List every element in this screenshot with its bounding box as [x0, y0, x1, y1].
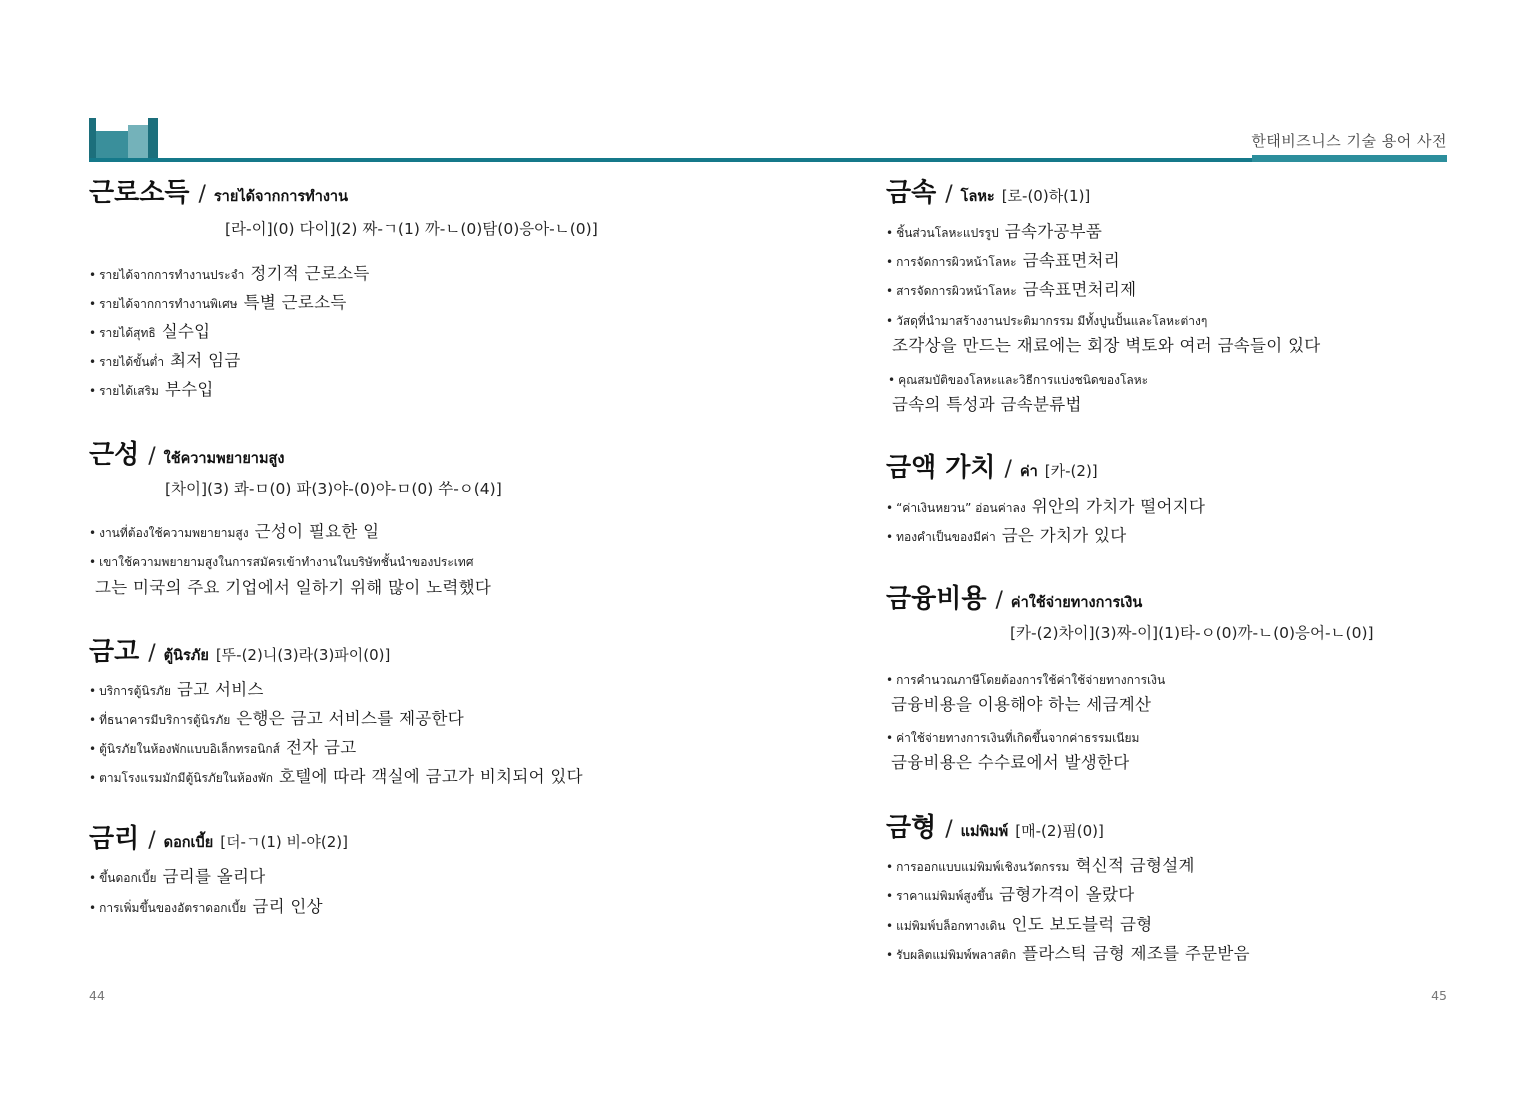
pronunciation: [매-(2)핌(0)]	[1015, 822, 1104, 840]
example-thai: • คุณสมบัติของโลหะและวิธีการแบ่งชนิดของโลหะ	[898, 373, 1149, 387]
headword-korean: 금형	[886, 813, 937, 843]
example-korean: 최저 임금	[170, 351, 241, 370]
headword-korean: 근성	[89, 440, 140, 470]
example-korean: 금속의 특성과 금속분류법	[892, 395, 1082, 414]
example-item	[89, 766, 583, 788]
headword-korean: 근로소득	[89, 178, 190, 208]
headword-korean: 금융비용	[886, 584, 987, 614]
headword-thai: ค่า	[1019, 464, 1038, 480]
headword-separator: /	[198, 182, 206, 207]
example-korean: 혁신적 금형설계	[1075, 856, 1195, 875]
pronunciation: [라-이](0) 다이](2) 짜-ㄱ(1) 까-ㄴ(0)탐(0)응아-ㄴ(0)]	[225, 220, 598, 238]
logo-bar	[96, 131, 128, 160]
page-number-right: 45	[1431, 988, 1447, 1003]
example-korean: 플라스틱 금형 제조를 주문받음	[1022, 944, 1250, 963]
example-item	[89, 263, 370, 285]
example-item	[89, 350, 241, 372]
example-thai: • งานที่ต้องใช้ความพยายามสูง	[99, 526, 249, 540]
example-korean: 금은 가치가 있다	[1001, 526, 1127, 545]
example-item	[886, 250, 1120, 272]
example-thai: • ที่ธนาคารมีบริการตู้นิรภัย	[99, 713, 231, 727]
entry-heading	[89, 438, 284, 472]
example-thai: • ราคาแม่พิมพ์สูงขึ้น	[896, 889, 993, 903]
header-rule-accent	[1252, 155, 1447, 162]
pronunciation: [더-ㄱ(1) 비-야(2)]	[220, 833, 348, 851]
example-item	[89, 292, 347, 314]
example-korean: 금속표면처리제	[1022, 280, 1137, 299]
example-item	[89, 708, 464, 730]
example-thai: • ตู้นิรภัยในห้องพักแบบอิเล็กทรอนิกส์	[99, 742, 280, 756]
example-korean: 위안의 가치가 떨어지다	[1031, 497, 1206, 516]
headword-separator: /	[995, 588, 1003, 613]
pronunciation: [차이](3) 콰-ㅁ(0) 파(3)야-(0)야-ㅁ(0) 쑤-ㅇ(4)]	[165, 480, 502, 498]
example-thai: • การจัดการผิวหน้าโลหะ	[896, 255, 1017, 269]
example-korean: 근성이 필요한 일	[254, 522, 380, 541]
example-korean: 금융비용은 수수료에서 발생한다	[891, 753, 1130, 772]
example-thai: • ขึ้นดอกเบี้ย	[99, 871, 157, 885]
headword-thai: รายได้จากการทำงาน	[213, 189, 348, 205]
example-korean: 조각상을 만드는 재료에는 회장 벽토와 여러 금속들이 있다	[892, 336, 1321, 355]
pronunciation: [로-(0)하(1)]	[1001, 187, 1091, 205]
headword-korean: 금속	[886, 178, 937, 208]
example-item	[886, 525, 1126, 547]
headword-separator: /	[945, 182, 953, 207]
entry-heading	[886, 451, 1098, 485]
headword-separator: /	[945, 817, 953, 842]
example-thai: • รายได้สุทธิ	[99, 326, 156, 340]
example-thai: • บริการตู้นิรภัย	[99, 684, 171, 698]
example-thai: • เขาใช้ความพยายามสูงในการสมัครเข้าทำงานในบริษัทชั้นนำของประเทศ	[99, 555, 474, 569]
example-korean: 실수입	[161, 322, 211, 341]
pronunciation: [카-(2)차이](3)짜-이](1)타-ㅇ(0)까-ㄴ(0)응어-ㄴ(0)]	[1010, 624, 1374, 642]
example-korean: 금리를 올리다	[162, 867, 266, 886]
example-thai: • ตามโรงแรมมักมีตู้นิรภัยในห้องพัก	[99, 771, 274, 785]
headword-thai: ดอกเบี้ย	[163, 835, 214, 851]
headword-thai: ตู้นิรภัย	[163, 648, 209, 664]
entry-heading	[886, 582, 1142, 616]
logo-bar	[89, 118, 96, 160]
example-item	[886, 496, 1205, 518]
headword-separator: /	[148, 444, 156, 469]
example-korean: 금융비용을 이용해야 하는 세금계산	[891, 695, 1152, 714]
headword-thai: โลหะ	[960, 189, 995, 205]
example-item	[89, 521, 379, 543]
example-thai: • รายได้เสริม	[99, 384, 159, 398]
example-thai: • รายได้จากการทำงานพิเศษ	[99, 297, 238, 311]
example-korean: 특별 근로소득	[243, 293, 347, 312]
headword-separator: /	[1004, 457, 1012, 482]
example-item	[886, 279, 1136, 301]
header-rule	[89, 158, 1447, 162]
entry-heading	[89, 635, 390, 669]
example-thai: • การออกแบบแม่พิมพ์เชิงนวัตกรรม	[896, 860, 1070, 874]
example-item	[886, 669, 1165, 691]
example-item	[886, 855, 1195, 877]
example-thai: • รับผลิตแม่พิมพ์พลาสติก	[896, 948, 1017, 962]
headword-thai: ค่าใช้จ่ายทางการเงิน	[1010, 595, 1143, 611]
running-header-title: 한태비즈니스 기술 용어 사전	[1251, 132, 1447, 150]
example-korean: 인도 보도블럭 금형	[1011, 915, 1153, 934]
example-korean: 정기적 근로소득	[250, 264, 370, 283]
headword-korean: 금액 가치	[886, 453, 996, 483]
example-korean: 금속가공부품	[1004, 222, 1103, 241]
example-item	[89, 679, 264, 701]
entry-heading	[89, 822, 348, 856]
pronunciation: [뚜-(2)니(3)라(3)파이(0)]	[215, 646, 391, 664]
example-korean: 호텔에 따라 객실에 금고가 비치되어 있다	[279, 767, 583, 786]
logo-bar	[128, 125, 148, 160]
example-item	[886, 221, 1102, 243]
example-korean: 부수입	[164, 380, 214, 399]
headword-thai: ใช้ความพยายามสูง	[163, 451, 285, 467]
example-thai: • รายได้จากการทำงานประจำ	[99, 268, 245, 282]
entry-heading	[886, 811, 1104, 845]
example-thai: • รายได้ขั้นต่ำ	[99, 355, 165, 369]
example-item	[888, 369, 1148, 391]
headword-korean: 금고	[89, 637, 140, 667]
pronunciation: [카-(2)]	[1044, 462, 1098, 480]
example-item	[886, 914, 1153, 936]
example-thai: • วัสดุที่นำมาสร้างงานประติมากรรม มีทั้งปูนปั้นและโลหะต่างๆ	[896, 314, 1208, 328]
example-item	[89, 737, 356, 759]
example-thai: • “ค่าเงินหยวน” อ่อนค่าลง	[896, 501, 1026, 515]
logo-bar	[148, 118, 158, 160]
example-item	[89, 379, 214, 401]
example-thai: • สารจัดการผิวหน้าโลหะ	[896, 284, 1017, 298]
entry-heading	[89, 176, 348, 210]
example-item	[89, 866, 265, 888]
example-thai: • ค่าใช้จ่ายทางการเงินที่เกิดขึ้นจากค่าธรรมเนียม	[896, 731, 1140, 745]
example-item	[89, 321, 210, 343]
example-thai: • ชิ้นส่วนโลหะแปรรูป	[896, 226, 999, 240]
example-item	[89, 896, 323, 918]
example-item	[886, 310, 1207, 332]
headword-thai: แม่พิมพ์	[960, 824, 1009, 840]
example-item	[89, 551, 473, 573]
headword-separator: /	[148, 828, 156, 853]
example-item	[886, 884, 1134, 906]
example-korean: 전자 금고	[285, 738, 357, 757]
example-thai: • แม่พิมพ์บล็อกทางเดิน	[896, 919, 1006, 933]
example-korean: 금고 서비스	[176, 680, 264, 699]
example-item	[886, 943, 1250, 965]
example-thai: • ทองคำเป็นของมีค่า	[896, 530, 996, 544]
headword-korean: 금리	[89, 824, 140, 854]
example-thai: • การคำนวณภาษีโดยต้องการใช้ค่าใช้จ่ายทางการเงิน	[896, 673, 1166, 687]
entry-heading	[886, 176, 1090, 210]
example-korean: 그는 미국의 주요 기업에서 일하기 위해 많이 노력했다	[95, 578, 492, 597]
example-korean: 금형가격이 올랐다	[999, 885, 1135, 904]
example-item	[886, 727, 1139, 749]
example-thai: • การเพิ่มขึ้นของอัตราดอกเบี้ย	[99, 901, 247, 915]
page-number-left: 44	[89, 988, 105, 1003]
example-korean: 금속표면처리	[1022, 251, 1121, 270]
example-korean: 금리 인상	[252, 897, 323, 916]
headword-separator: /	[148, 641, 156, 666]
example-korean: 은행은 금고 서비스를 제공한다	[236, 709, 465, 728]
